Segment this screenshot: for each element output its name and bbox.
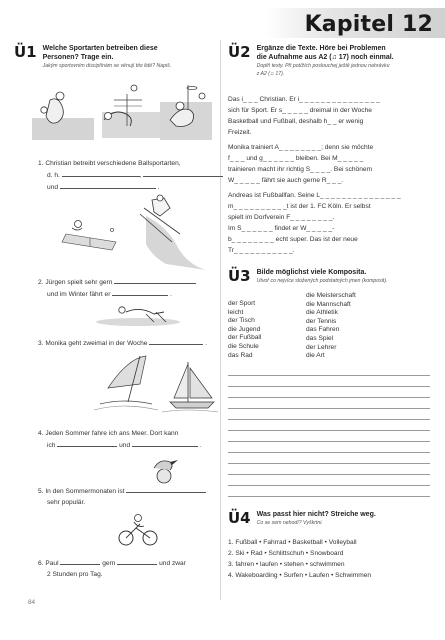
ex1-item1-line3-lead: und bbox=[47, 184, 59, 191]
table-tennis-skiing-illustration bbox=[60, 194, 210, 272]
ex2-heading bbox=[228, 44, 394, 78]
ex4-item[interactable]: 3. fahren • laufen • stehen • schwimmen bbox=[228, 561, 345, 568]
page-number: 84 bbox=[28, 599, 36, 606]
ex2-title-line1: Ergänze die Texte. Höre bei Problemen bbox=[256, 45, 386, 52]
ex3-heading bbox=[228, 268, 388, 285]
ex2-p2-line[interactable]: trainieren macht ihr richtig S_ _ _ _. Bei schönem bbox=[228, 166, 373, 173]
ex1-item6-line1-end: und zwar bbox=[159, 560, 186, 567]
ex3-right-word: die Athletik bbox=[306, 309, 338, 317]
ex1-item5-number: 5. bbox=[38, 488, 44, 495]
ex1-title-line2: Personen? Trage ein. bbox=[42, 54, 114, 61]
ex3-writing-line[interactable] bbox=[228, 419, 430, 420]
ex4-subtitle: Co se sem nehodí? Vyškrtni. bbox=[256, 520, 323, 526]
ball-sports-illustration bbox=[30, 80, 215, 145]
column-divider bbox=[220, 40, 221, 600]
ex1-item3-blank1[interactable] bbox=[149, 337, 203, 345]
ex1-item4-number: 4. bbox=[38, 430, 44, 437]
ex1-item1-line3-end: . bbox=[157, 184, 160, 191]
ex1-item1-number: 1. bbox=[38, 160, 44, 167]
ex4-item[interactable]: 1. Fußball • Fahrrad • Basketball • Volleyball bbox=[228, 539, 357, 546]
ex3-right-word: das Fahren bbox=[306, 326, 340, 334]
ex4-item[interactable]: 4. Wakeboarding • Surfen • Laufen • Schwimmen bbox=[228, 572, 372, 579]
ex4-title: Was passt hier nicht? Streiche weg. bbox=[256, 511, 376, 518]
ex2-p3-line[interactable]: Andreas ist Fußballfan. Seine L_ _ _ _ _ _ _ _ _ _ _ _ _ _ _ bbox=[228, 192, 401, 199]
ex3-writing-line[interactable] bbox=[228, 485, 430, 486]
ex1-item6-line2: 2 Stunden pro Tag. bbox=[47, 571, 103, 578]
ex1-item6-blank2[interactable] bbox=[117, 557, 157, 565]
ex1-item3-line1-end: . bbox=[205, 340, 208, 347]
ex2-number: Ü2 bbox=[228, 43, 251, 61]
ex1-item5 bbox=[38, 485, 206, 508]
ex2-p2-line[interactable]: W_ _ _ _ _ fährt sie auch gerne R_ _ _. bbox=[228, 177, 344, 184]
ex3-right-word: der Lehrer bbox=[306, 343, 337, 351]
ex3-left-word: die Schule bbox=[228, 342, 259, 350]
ex2-p1-line: Freizeit. bbox=[228, 129, 252, 136]
ex3-writing-line[interactable] bbox=[228, 408, 430, 409]
ex3-left-word: das Rad bbox=[228, 351, 253, 359]
ex3-right-words bbox=[306, 292, 356, 361]
ex1-item1-blank1[interactable] bbox=[62, 169, 140, 177]
ex1-title-line1: Welche Sportarten betreiben diese bbox=[42, 45, 158, 52]
ex3-left-word: leicht bbox=[228, 308, 244, 316]
ex2-p1-line[interactable]: Basketball und Fußball, deshalb h_ _ er wenig bbox=[228, 118, 364, 125]
ex3-writing-line[interactable] bbox=[228, 463, 430, 464]
ex3-left-words bbox=[228, 300, 261, 360]
chapter-title: Kapitel 12 bbox=[304, 12, 433, 37]
ex2-paragraph-andreas bbox=[228, 190, 401, 256]
cyclist-illustration bbox=[116, 512, 160, 546]
ex2-p2-line[interactable]: Monika trainiert A_ _ _ _ _ _ _ _; denn sie möchte bbox=[228, 144, 374, 151]
ex1-item4-line2-end: . bbox=[199, 442, 202, 449]
ex1-item2-blank1[interactable] bbox=[114, 276, 196, 284]
ex2-p1-line[interactable]: Das i_ _ _ Christian. Er i_ _ _ _ _ _ _ _ _ _ _ _ _ _ _ bbox=[228, 96, 380, 103]
bird-football-illustration bbox=[140, 456, 190, 484]
ex1-item1-line2-lead: d. h. bbox=[47, 172, 60, 179]
ex3-right-word: die Art bbox=[306, 352, 325, 360]
ex2-subtitle-line2: z A2 (♫ 17). bbox=[256, 71, 285, 77]
ex3-right-word: das Spiel bbox=[306, 334, 334, 342]
ex1-item4-line1: Jeden Sommer fahre ich ans Meer. Dort kann bbox=[45, 430, 179, 437]
ex3-title: Bilde möglichst viele Komposita. bbox=[256, 269, 367, 276]
ex1-item4-line2-lead: ich bbox=[47, 442, 56, 449]
ex1-item1-blank2[interactable] bbox=[143, 169, 223, 177]
ex2-p3-line[interactable]: Im S_ _ _ _ _ _ findet er W_ _ _ _ _- bbox=[228, 225, 335, 232]
ex1-item5-line1-lead: In den Sommermonaten ist bbox=[45, 488, 125, 495]
ex3-writing-line[interactable] bbox=[228, 474, 430, 475]
ex3-left-word: der Tisch bbox=[228, 317, 255, 325]
ex1-item6-line1-mid: gern bbox=[102, 560, 116, 567]
ex3-left-word: der Sport bbox=[228, 300, 256, 307]
ex1-item2-line2-lead: und im Winter fährt er bbox=[47, 291, 111, 298]
ex2-p3-line[interactable]: Tr_ _ _ _ _ _ _ _ _ _ _. bbox=[228, 247, 295, 254]
ex1-item3-number: 3. bbox=[38, 340, 44, 347]
ex3-left-word: die Jugend bbox=[228, 325, 261, 333]
ex1-item1-line1: Christian betreibt verschiedene Ballsportarten, bbox=[45, 160, 181, 167]
ex4-item[interactable]: 2. Ski • Rad • Schlittschuh • Snowboard bbox=[228, 550, 344, 557]
ex1-item6-line1-lead: Paul bbox=[45, 560, 59, 567]
ex1-item6-number: 6. bbox=[38, 560, 44, 567]
ex1-item1-blank3[interactable] bbox=[60, 181, 156, 189]
ex1-item4-line2-mid: und bbox=[119, 442, 131, 449]
ex3-left-word: der Fußball bbox=[228, 334, 262, 342]
ex3-writing-line[interactable] bbox=[228, 430, 430, 431]
ex4-heading bbox=[228, 510, 376, 527]
ex1-item5-line2: sehr populär. bbox=[47, 499, 86, 506]
ex3-writing-line[interactable] bbox=[228, 386, 430, 387]
ex1-item4-blank1[interactable] bbox=[57, 439, 117, 447]
ex1-item2-number: 2. bbox=[38, 279, 44, 286]
ex2-paragraph-monika bbox=[228, 142, 373, 186]
ex1-item2 bbox=[38, 276, 196, 300]
ex1-item3-line1-lead: Monika geht zweimal in der Woche bbox=[45, 340, 148, 347]
athletics-runner-illustration bbox=[86, 298, 196, 328]
ex1-number: Ü1 bbox=[14, 43, 37, 61]
ex3-right-word: der Tennis bbox=[306, 317, 337, 325]
ex3-right-word: die Meisterschaft bbox=[306, 292, 356, 299]
ex3-subtitle: Utvoř co nejvíce složených podstatných jmen (komposit). bbox=[256, 278, 388, 284]
ex1-item1-comma: , bbox=[139, 172, 142, 179]
ex2-p3-line[interactable]: m_ _ _ _ _ _ _ _ _ _t ist der 1. FC Köln. Er selbst bbox=[228, 203, 371, 210]
ex2-subtitle-line1: Doplň texty. Při potížích poslouchej ještě jednou nahrávku bbox=[256, 63, 390, 69]
ex3-writing-line[interactable] bbox=[228, 441, 430, 442]
ex2-title-line2: die Aufnahme aus A2 (♫ 17) noch einmal. bbox=[256, 54, 394, 61]
ex2-p2-line[interactable]: f_ _ _ und g_ _ _ _ _ _ bleiben. Bei M_ _ _ _ _ bbox=[228, 155, 364, 162]
ex3-number: Ü3 bbox=[228, 267, 251, 285]
ex2-p3-line[interactable]: spielt im Dorfverein F_ _ _ _ _ _ _ _. bbox=[228, 214, 335, 221]
ex1-item2-line1-lead: Jürgen spielt sehr gern bbox=[45, 279, 113, 286]
ex1-heading bbox=[14, 44, 171, 70]
ex1-item6-blank1[interactable] bbox=[60, 557, 100, 565]
ex2-paragraph-christian bbox=[228, 94, 380, 138]
ex3-writing-line[interactable] bbox=[228, 496, 430, 497]
ex4-list bbox=[228, 537, 371, 581]
ex3-writing-line[interactable] bbox=[228, 452, 430, 453]
ex1-item1 bbox=[38, 158, 223, 193]
ex1-item2-blank2[interactable] bbox=[112, 288, 168, 296]
ex1-item4-blank2[interactable] bbox=[132, 439, 198, 447]
ex1-item4 bbox=[38, 428, 202, 451]
ex3-writing-line[interactable] bbox=[228, 375, 430, 376]
ex4-number: Ü4 bbox=[228, 509, 251, 527]
ex1-item6 bbox=[38, 557, 186, 580]
ex3-right-word: die Mannschaft bbox=[306, 300, 351, 308]
ex3-writing-line[interactable] bbox=[228, 397, 430, 398]
ex2-p3-line[interactable]: b_ _ _ _ _ _ _ _ echt super. Das ist der neue bbox=[228, 236, 358, 243]
ex1-subtitle: Jakým sportovním disciplínám se věnují tito lidé? Napiš. bbox=[42, 63, 172, 69]
ex1-item2-line2-end: . bbox=[170, 291, 172, 298]
ex1-item3 bbox=[38, 337, 207, 349]
surfing-sailing-illustration bbox=[92, 352, 220, 420]
ex1-item5-blank1[interactable] bbox=[126, 485, 206, 493]
ex2-p1-line[interactable]: sich für Sport. Er s_ _ _ _ _ dreimal in der Woche bbox=[228, 107, 372, 114]
